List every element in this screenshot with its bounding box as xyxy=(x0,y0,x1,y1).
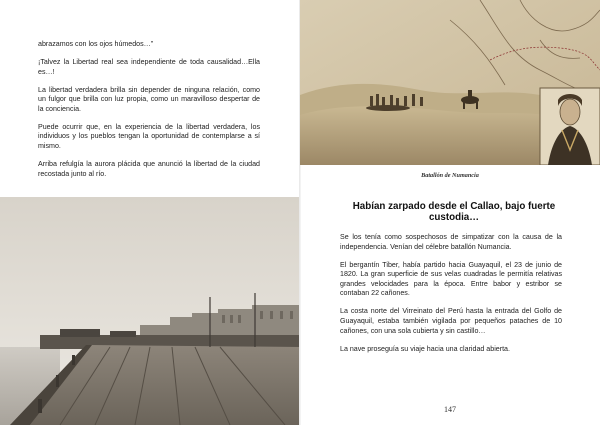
right-paragraph-1: Se los tenía como sospechosos de simpatizar con la causa de la independencia. Venían del célebre batallón Numancia. xyxy=(340,233,562,251)
harbor-pier-photo-svg xyxy=(0,197,300,425)
left-paragraph-2: ¡Talvez la Libertad real sea independiente de toda causalidad…Ella es…! xyxy=(38,57,260,76)
right-paragraph-3: La costa norte del Virreinato del Perú hasta la entrada del Golfo de Guayaquil, estaba también vigilada por pequeños pataches de 10 cañones, con una sola cubierta y sin castillo… xyxy=(340,307,562,335)
right-body-text xyxy=(340,233,562,363)
section-headline: Habían zarpado desde el Callao, bajo fuerte custodia… xyxy=(352,201,556,224)
page-number: 147 xyxy=(444,405,456,414)
battalion-map-illustration-svg xyxy=(300,0,600,165)
left-paragraph-5: Arriba refulgía la aurora plácida que anunció la libertad de la ciudad recostada junto al río. xyxy=(38,159,260,178)
right-paragraph-4: La nave proseguía su viaje hacia una claridad abierta. xyxy=(340,344,510,353)
left-paragraph-3: La libertad verdadera brilla sin depender de ninguna relación, como un fulgor que brilla con luz propia, como un maravilloso despertar de la conciencia. xyxy=(38,85,260,113)
harbor-pier-photo xyxy=(0,197,300,425)
image-caption: Batallón de Numancia xyxy=(421,172,479,179)
left-paragraph-4: Puede ocurrir que, en la experiencia de la libertad verdadera, los individuos y los pueblos tengan la oportunidad de contemplarse a sí mismo. xyxy=(38,122,260,150)
left-paragraph-1: abrazamos con los ojos húmedos…” xyxy=(38,40,154,48)
left-body-text xyxy=(38,40,260,187)
battalion-map-illustration xyxy=(300,0,600,165)
right-paragraph-2: El bergantín Tiber, había partido hacia Guayaquil, el 23 de junio de 1820. La gran superficie de sus velas cuadradas le permitía relativas grandes velocidades para la época. Entre babor y estribor se contaban 22 cañones. xyxy=(340,260,562,298)
right-page xyxy=(300,0,600,425)
